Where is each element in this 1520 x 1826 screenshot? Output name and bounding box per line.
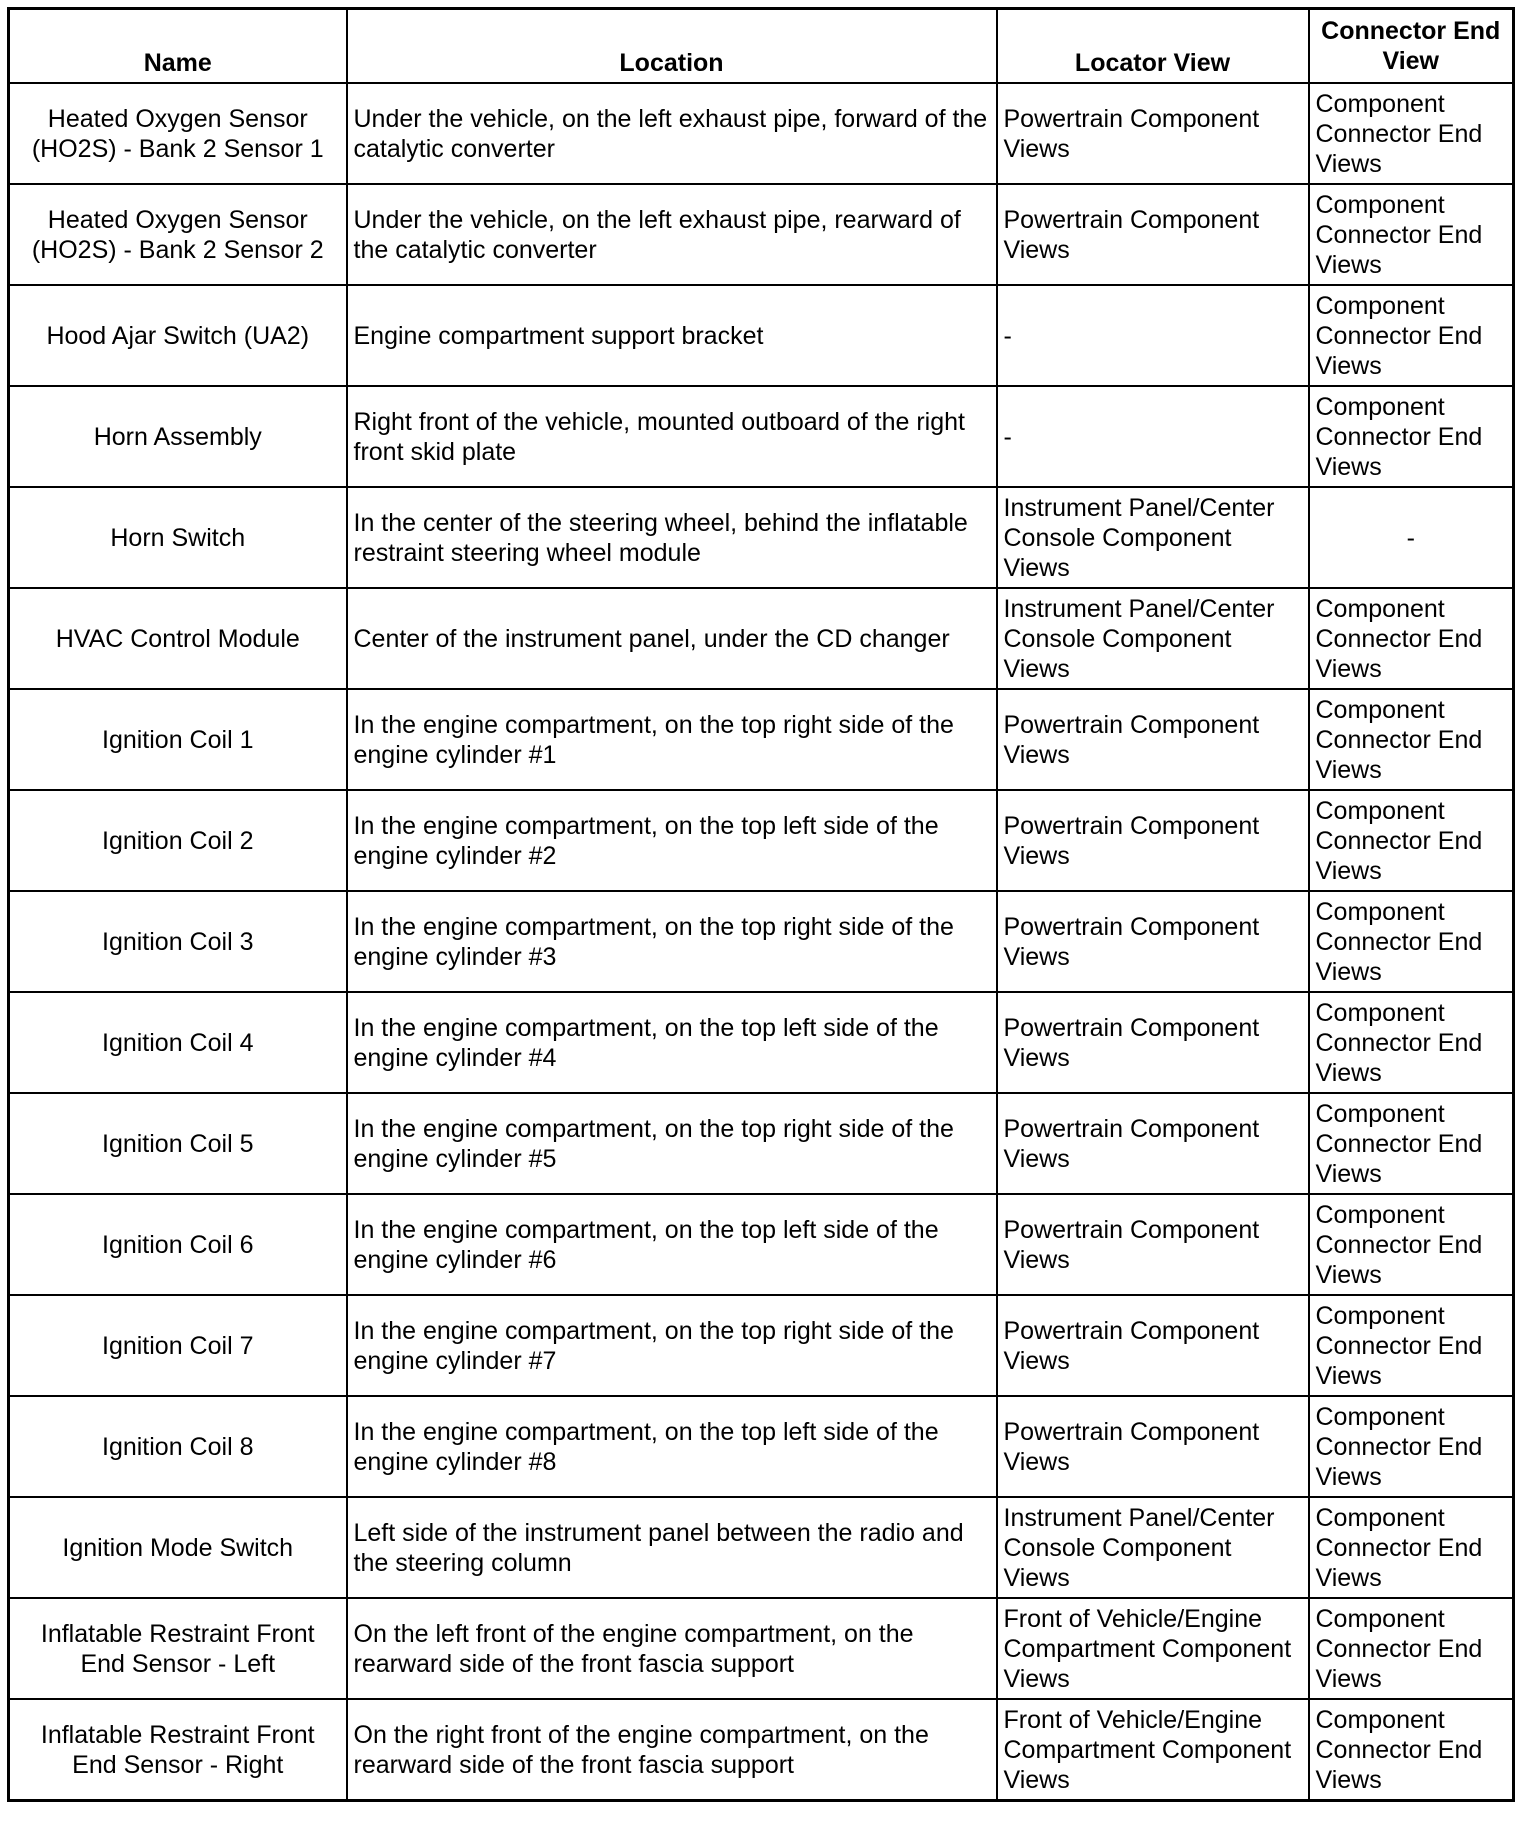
cell-connector-end-view: Component Connector End Views: [1309, 891, 1514, 992]
cell-connector-end-view: Component Connector End Views: [1309, 1396, 1514, 1497]
cell-locator-view: Powertrain Component Views: [997, 83, 1309, 184]
cell-connector-end-view: -: [1309, 487, 1514, 588]
cell-location: In the engine compartment, on the top right side of the engine cylinder #7: [347, 1295, 997, 1396]
cell-name: Ignition Coil 3: [9, 891, 347, 992]
cell-locator-view: Powertrain Component Views: [997, 1295, 1309, 1396]
cell-name: Ignition Coil 1: [9, 689, 347, 790]
header-locator-view: Locator View: [997, 9, 1309, 84]
table-row: [9, 992, 1514, 1093]
table-row: [9, 1497, 1514, 1598]
table-row: [9, 83, 1514, 184]
cell-connector-end-view: Component Connector End Views: [1309, 689, 1514, 790]
cell-locator-view: Powertrain Component Views: [997, 1194, 1309, 1295]
cell-name: HVAC Control Module: [9, 588, 347, 689]
table-row: [9, 1396, 1514, 1497]
cell-location: In the engine compartment, on the top left side of the engine cylinder #6: [347, 1194, 997, 1295]
header-connector-end-view: Connector End View: [1309, 9, 1514, 84]
cell-locator-view: Powertrain Component Views: [997, 891, 1309, 992]
cell-name: Ignition Coil 4: [9, 992, 347, 1093]
table-row: [9, 487, 1514, 588]
cell-locator-view: Powertrain Component Views: [997, 992, 1309, 1093]
cell-location: Center of the instrument panel, under the CD changer: [347, 588, 997, 689]
cell-location: Under the vehicle, on the left exhaust pipe, forward of the catalytic converter: [347, 83, 997, 184]
cell-locator-view: -: [997, 285, 1309, 386]
cell-name: Heated Oxygen Sensor (HO2S) - Bank 2 Sensor 2: [9, 184, 347, 285]
cell-connector-end-view: Component Connector End Views: [1309, 1194, 1514, 1295]
cell-locator-view: Instrument Panel/Center Console Component Views: [997, 1497, 1309, 1598]
cell-location: In the engine compartment, on the top right side of the engine cylinder #1: [347, 689, 997, 790]
table-row: [9, 891, 1514, 992]
cell-name: Horn Assembly: [9, 386, 347, 487]
cell-connector-end-view: Component Connector End Views: [1309, 1497, 1514, 1598]
cell-name: Hood Ajar Switch (UA2): [9, 285, 347, 386]
header-name: Name: [9, 9, 347, 84]
table-row: [9, 1093, 1514, 1194]
cell-location: In the engine compartment, on the top left side of the engine cylinder #8: [347, 1396, 997, 1497]
cell-locator-view: Front of Vehicle/Engine Compartment Component Views: [997, 1699, 1309, 1801]
cell-connector-end-view: Component Connector End Views: [1309, 83, 1514, 184]
cell-connector-end-view: Component Connector End Views: [1309, 1598, 1514, 1699]
table-body: [9, 83, 1514, 1801]
table-row: [9, 588, 1514, 689]
cell-location: Under the vehicle, on the left exhaust pipe, rearward of the catalytic converter: [347, 184, 997, 285]
cell-location: Right front of the vehicle, mounted outboard of the right front skid plate: [347, 386, 997, 487]
cell-location: Left side of the instrument panel between the radio and the steering column: [347, 1497, 997, 1598]
cell-name: Ignition Mode Switch: [9, 1497, 347, 1598]
cell-location: On the left front of the engine compartment, on the rearward side of the front fascia support: [347, 1598, 997, 1699]
table-row: [9, 1699, 1514, 1801]
cell-connector-end-view: Component Connector End Views: [1309, 1295, 1514, 1396]
cell-name: Inflatable Restraint Front End Sensor - Left: [9, 1598, 347, 1699]
cell-locator-view: Instrument Panel/Center Console Component Views: [997, 588, 1309, 689]
cell-name: Ignition Coil 8: [9, 1396, 347, 1497]
table-header-row: [9, 9, 1514, 84]
cell-location: Engine compartment support bracket: [347, 285, 997, 386]
cell-connector-end-view: Component Connector End Views: [1309, 285, 1514, 386]
table-row: [9, 285, 1514, 386]
cell-connector-end-view: Component Connector End Views: [1309, 1699, 1514, 1801]
cell-locator-view: Front of Vehicle/Engine Compartment Component Views: [997, 1598, 1309, 1699]
cell-connector-end-view: Component Connector End Views: [1309, 588, 1514, 689]
cell-location: In the engine compartment, on the top left side of the engine cylinder #4: [347, 992, 997, 1093]
cell-location: In the center of the steering wheel, behind the inflatable restraint steering wheel module: [347, 487, 997, 588]
cell-location: On the right front of the engine compartment, on the rearward side of the front fascia support: [347, 1699, 997, 1801]
cell-locator-view: -: [997, 386, 1309, 487]
cell-location: In the engine compartment, on the top left side of the engine cylinder #2: [347, 790, 997, 891]
cell-connector-end-view: Component Connector End Views: [1309, 386, 1514, 487]
table-row: [9, 184, 1514, 285]
table-row: [9, 790, 1514, 891]
cell-locator-view: Powertrain Component Views: [997, 689, 1309, 790]
table-row: [9, 386, 1514, 487]
document-page: [7, 7, 1512, 1802]
table-row: [9, 1194, 1514, 1295]
cell-name: Ignition Coil 7: [9, 1295, 347, 1396]
cell-locator-view: Powertrain Component Views: [997, 184, 1309, 285]
cell-name: Ignition Coil 2: [9, 790, 347, 891]
cell-location: In the engine compartment, on the top right side of the engine cylinder #5: [347, 1093, 997, 1194]
cell-name: Inflatable Restraint Front End Sensor - Right: [9, 1699, 347, 1801]
cell-name: Ignition Coil 6: [9, 1194, 347, 1295]
cell-connector-end-view: Component Connector End Views: [1309, 1093, 1514, 1194]
table-row: [9, 1295, 1514, 1396]
table-row: [9, 1598, 1514, 1699]
cell-connector-end-view: Component Connector End Views: [1309, 992, 1514, 1093]
cell-location: In the engine compartment, on the top right side of the engine cylinder #3: [347, 891, 997, 992]
cell-locator-view: Powertrain Component Views: [997, 1396, 1309, 1497]
header-location: Location: [347, 9, 997, 84]
table-row: [9, 689, 1514, 790]
cell-name: Heated Oxygen Sensor (HO2S) - Bank 2 Sensor 1: [9, 83, 347, 184]
cell-connector-end-view: Component Connector End Views: [1309, 790, 1514, 891]
cell-locator-view: Powertrain Component Views: [997, 790, 1309, 891]
component-locator-table: [7, 7, 1515, 1802]
cell-connector-end-view: Component Connector End Views: [1309, 184, 1514, 285]
cell-locator-view: Instrument Panel/Center Console Component Views: [997, 487, 1309, 588]
cell-locator-view: Powertrain Component Views: [997, 1093, 1309, 1194]
cell-name: Horn Switch: [9, 487, 347, 588]
cell-name: Ignition Coil 5: [9, 1093, 347, 1194]
